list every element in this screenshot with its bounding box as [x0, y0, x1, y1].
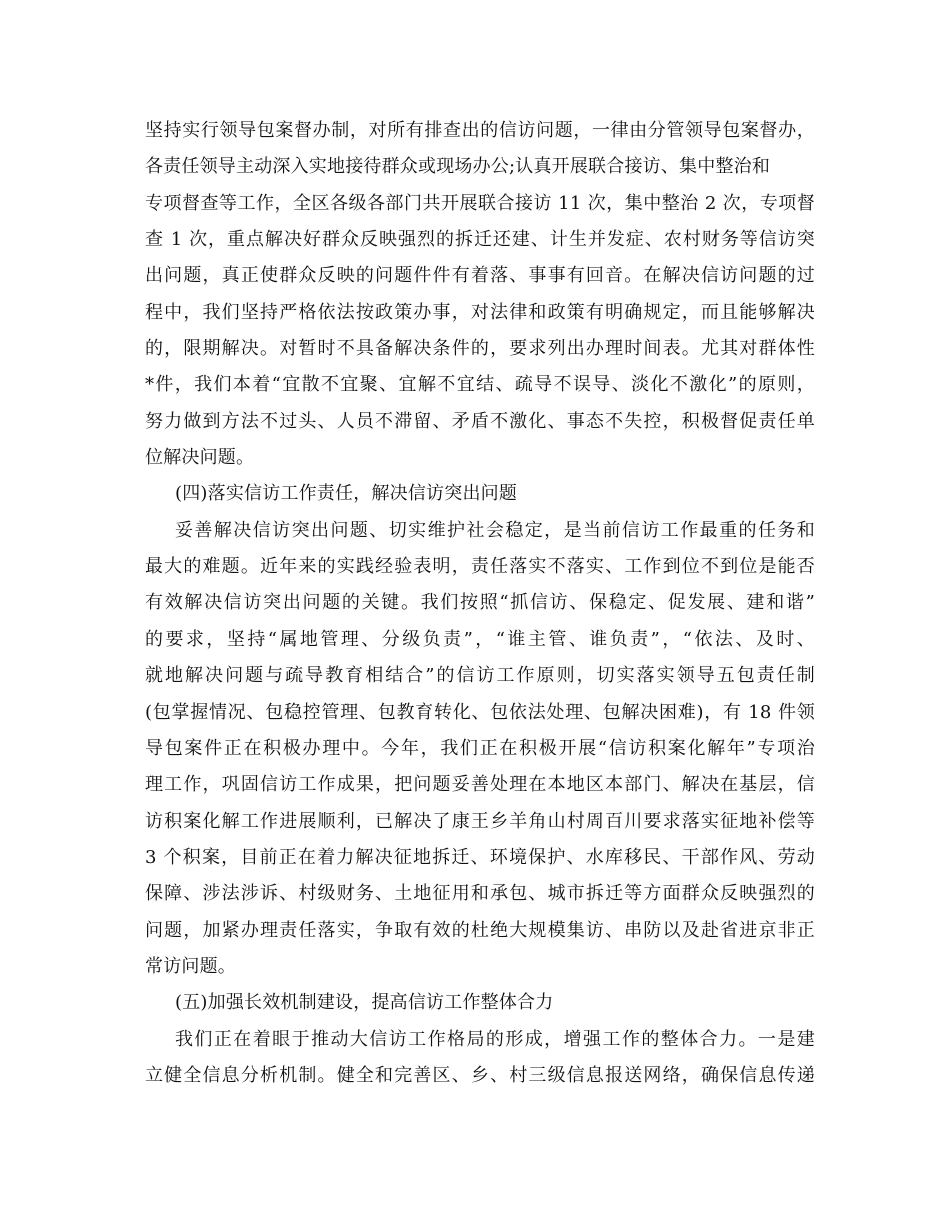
- text-line: 保障、涉法涉诉、村级财务、土地征用和承包、城市拆迁等方面群众反映强烈的: [145, 883, 815, 905]
- text-line: 位解决问题。: [145, 447, 255, 469]
- text-line: 访积案化解工作进展顺利，已解决了康王乡羊角山村周百川要求落实征地补偿等: [145, 810, 815, 832]
- text-line: 程中，我们坚持严格依法按政策办事，对法律和政策有明确规定，而且能够解决: [145, 301, 815, 323]
- text-line: 专项督查等工作，全区各级各部门共开展联合接访 11 次，集中整治 2 次，专项督: [145, 192, 815, 214]
- text-line: *件，我们本着“宜散不宜聚、宜解不宜结、疏导不误导、淡化不激化”的原则，: [145, 374, 815, 396]
- text-line: 坚持实行领导包案督办制，对所有排查出的信访问题，一律由分管领导包案督办，: [145, 120, 815, 141]
- text-line: 各责任领导主动深入实地接待群众或现场办公;认真开展联合接访、集中整治和: [145, 156, 771, 178]
- text-line: (五)加强长效机制建设，提高信访工作整体合力: [175, 992, 554, 1014]
- text-line: 的要求，坚持“属地管理、分级负责”，“谁主管、谁负责”，“依法、及时、: [145, 628, 815, 650]
- text-line: 有效解决信访突出问题的关键。我们按照“抓信访、保稳定、促发展、建和谐”: [145, 592, 815, 614]
- text-line: 最大的难题。近年来的实践经验表明，责任落实不落实、工作到位不到位是能否: [145, 556, 815, 578]
- body-text: [145, 113, 815, 1094]
- text-line: 导包案件正在积极办理中。今年，我们正在积极开展“信访积案化解年”专项治: [145, 737, 815, 759]
- text-line: 我们正在着眼于推动大信访工作格局的形成，增强工作的整体合力。一是建: [175, 1028, 815, 1050]
- text-line: 立健全信息分析机制。健全和完善区、乡、村三级信息报送网络，确保信息传递: [145, 1064, 815, 1086]
- text-line: 3 个积案，目前正在着力解决征地拆迁、环境保护、水库移民、干部作风、劳动: [145, 846, 815, 868]
- text-line: 努力做到方法不过头、人员不滞留、矛盾不激化、事态不失控，积极督促责任单: [145, 410, 815, 432]
- text-line: 问题，加紧办理责任落实，争取有效的杜绝大规模集访、串防以及赴省进京非正: [145, 919, 815, 941]
- text-line: 理工作，巩固信访工作成果，把问题妥善处理在本地区本部门、解决在基层，信: [145, 774, 815, 796]
- text-line: 查 1 次，重点解决好群众反映强烈的拆迁还建、计生并发症、农村财务等信访突: [145, 229, 815, 251]
- text-line: (包掌握情况、包稳控管理、包教育转化、包依法处理、包解决困难)，有 18 件领: [145, 701, 815, 723]
- text-line: 常访问题。: [145, 955, 236, 977]
- text-line: 就地解决问题与疏导教育相结合”的信访工作原则，切实落实领导五包责任制: [145, 665, 815, 687]
- text-line: (四)落实信访工作责任，解决信访突出问题: [175, 483, 518, 505]
- text-line: 的，限期解决。对暂时不具备解决条件的，要求列出办理时间表。尤其对群体性: [145, 338, 815, 360]
- text-line: 出问题，真正使群众反映的问题件件有着落、事事有回音。在解决信访问题的过: [145, 265, 815, 287]
- text-line: 妥善解决信访突出问题、切实维护社会稳定，是当前信访工作最重的任务和: [175, 519, 815, 541]
